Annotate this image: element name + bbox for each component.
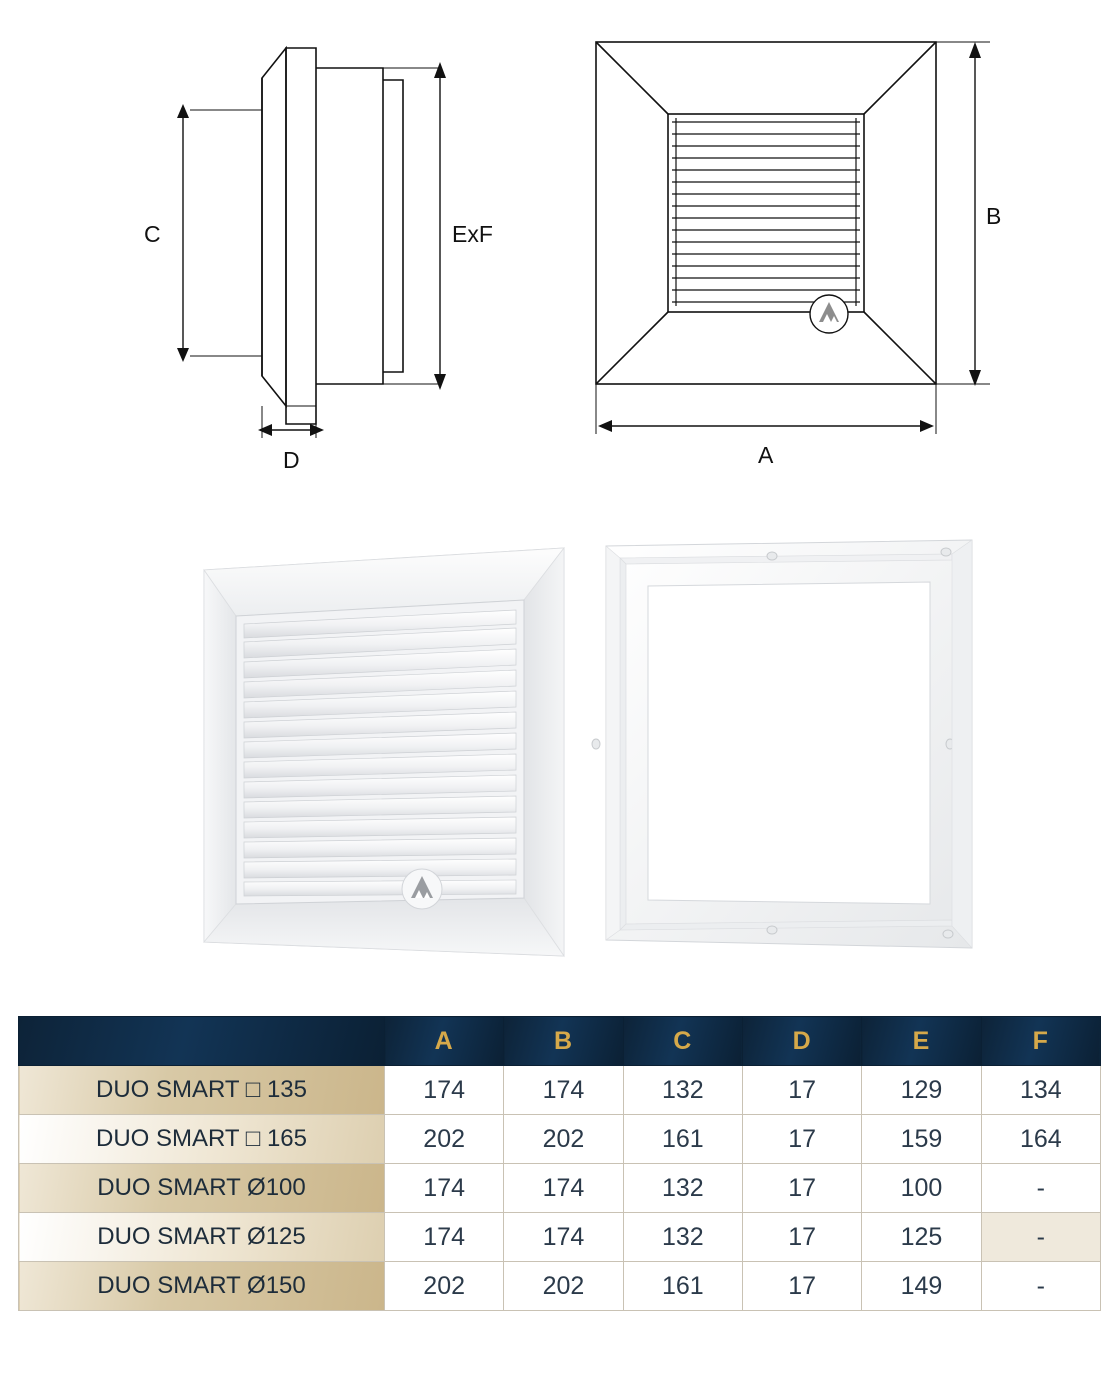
row-3-C: 132 xyxy=(623,1164,742,1213)
table-row xyxy=(19,1164,1101,1213)
dimension-B xyxy=(936,42,990,386)
row-4-E: 125 xyxy=(862,1213,981,1262)
row-3-A: 174 xyxy=(385,1164,504,1213)
row-5-D: 17 xyxy=(742,1262,861,1311)
table-header-C: C xyxy=(623,1017,742,1066)
row-5-C: 161 xyxy=(623,1262,742,1311)
row-4-D: 17 xyxy=(742,1213,861,1262)
label-D: D xyxy=(283,447,300,473)
table-row xyxy=(19,1213,1101,1262)
table-header-A: A xyxy=(385,1017,504,1066)
row-4-C: 132 xyxy=(623,1213,742,1262)
row-1-D: 17 xyxy=(742,1066,861,1115)
side-view-duct-spigot xyxy=(316,68,383,384)
row-4-F: - xyxy=(981,1213,1100,1262)
grille-logo-badge xyxy=(402,869,442,909)
row-model-1: DUO SMART □ 135 xyxy=(19,1066,385,1115)
row-1-F: 134 xyxy=(981,1066,1100,1115)
row-2-C: 161 xyxy=(623,1115,742,1164)
row-5-B: 202 xyxy=(504,1262,623,1311)
row-2-E: 159 xyxy=(862,1115,981,1164)
table-header-E: E xyxy=(862,1017,981,1066)
row-1-B: 174 xyxy=(504,1066,623,1115)
row-model-5: DUO SMART Ø150 xyxy=(19,1262,385,1311)
label-A: A xyxy=(758,442,774,468)
row-model-4: DUO SMART Ø125 xyxy=(19,1213,385,1262)
row-1-A: 174 xyxy=(385,1066,504,1115)
row-5-F: - xyxy=(981,1262,1100,1311)
dimension-D xyxy=(258,406,324,438)
table-row xyxy=(19,1262,1101,1311)
dimension-ExF xyxy=(322,62,446,390)
row-4-A: 174 xyxy=(385,1213,504,1262)
row-5-A: 202 xyxy=(385,1262,504,1311)
row-model-3: DUO SMART Ø100 xyxy=(19,1164,385,1213)
table-header-row xyxy=(19,1017,1101,1066)
front-view-slats xyxy=(672,118,860,306)
label-C: C xyxy=(144,221,161,247)
label-ExF: ExF xyxy=(452,221,493,247)
front-view-louvre-panel xyxy=(668,114,864,312)
row-2-D: 17 xyxy=(742,1115,861,1164)
table-row xyxy=(19,1115,1101,1164)
product-photos-section xyxy=(0,500,1119,1000)
specification-table-section xyxy=(18,1016,1101,1311)
row-3-F: - xyxy=(981,1164,1100,1213)
dimension-C xyxy=(177,104,262,362)
mounting-frame-photo xyxy=(592,540,972,948)
row-4-B: 174 xyxy=(504,1213,623,1262)
row-5-E: 149 xyxy=(862,1262,981,1311)
technical-drawings-svg xyxy=(0,0,1119,500)
table-header-B: B xyxy=(504,1017,623,1066)
table-header-F: F xyxy=(981,1017,1100,1066)
side-view-grille-body xyxy=(286,48,316,424)
row-1-C: 132 xyxy=(623,1066,742,1115)
front-view-bevels xyxy=(596,42,936,384)
row-3-B: 174 xyxy=(504,1164,623,1213)
row-1-E: 129 xyxy=(862,1066,981,1115)
table-header-D: D xyxy=(742,1017,861,1066)
table-row xyxy=(19,1066,1101,1115)
grille-front-photo xyxy=(204,548,564,956)
table-header-model xyxy=(19,1017,385,1066)
side-view-flange-taper xyxy=(262,48,286,406)
label-B: B xyxy=(986,203,1002,229)
row-2-B: 202 xyxy=(504,1115,623,1164)
side-view-duct-end xyxy=(383,80,403,372)
table-body xyxy=(19,1066,1101,1311)
row-2-A: 202 xyxy=(385,1115,504,1164)
technical-drawings-section xyxy=(0,0,1119,500)
row-model-2: DUO SMART □ 165 xyxy=(19,1115,385,1164)
row-3-D: 17 xyxy=(742,1164,861,1213)
front-view-logo-badge xyxy=(810,295,848,333)
product-photos-svg xyxy=(0,500,1119,1000)
row-2-F: 164 xyxy=(981,1115,1100,1164)
table-head xyxy=(19,1017,1101,1066)
specification-table xyxy=(18,1016,1101,1311)
dimension-A xyxy=(596,384,936,434)
row-3-E: 100 xyxy=(862,1164,981,1213)
